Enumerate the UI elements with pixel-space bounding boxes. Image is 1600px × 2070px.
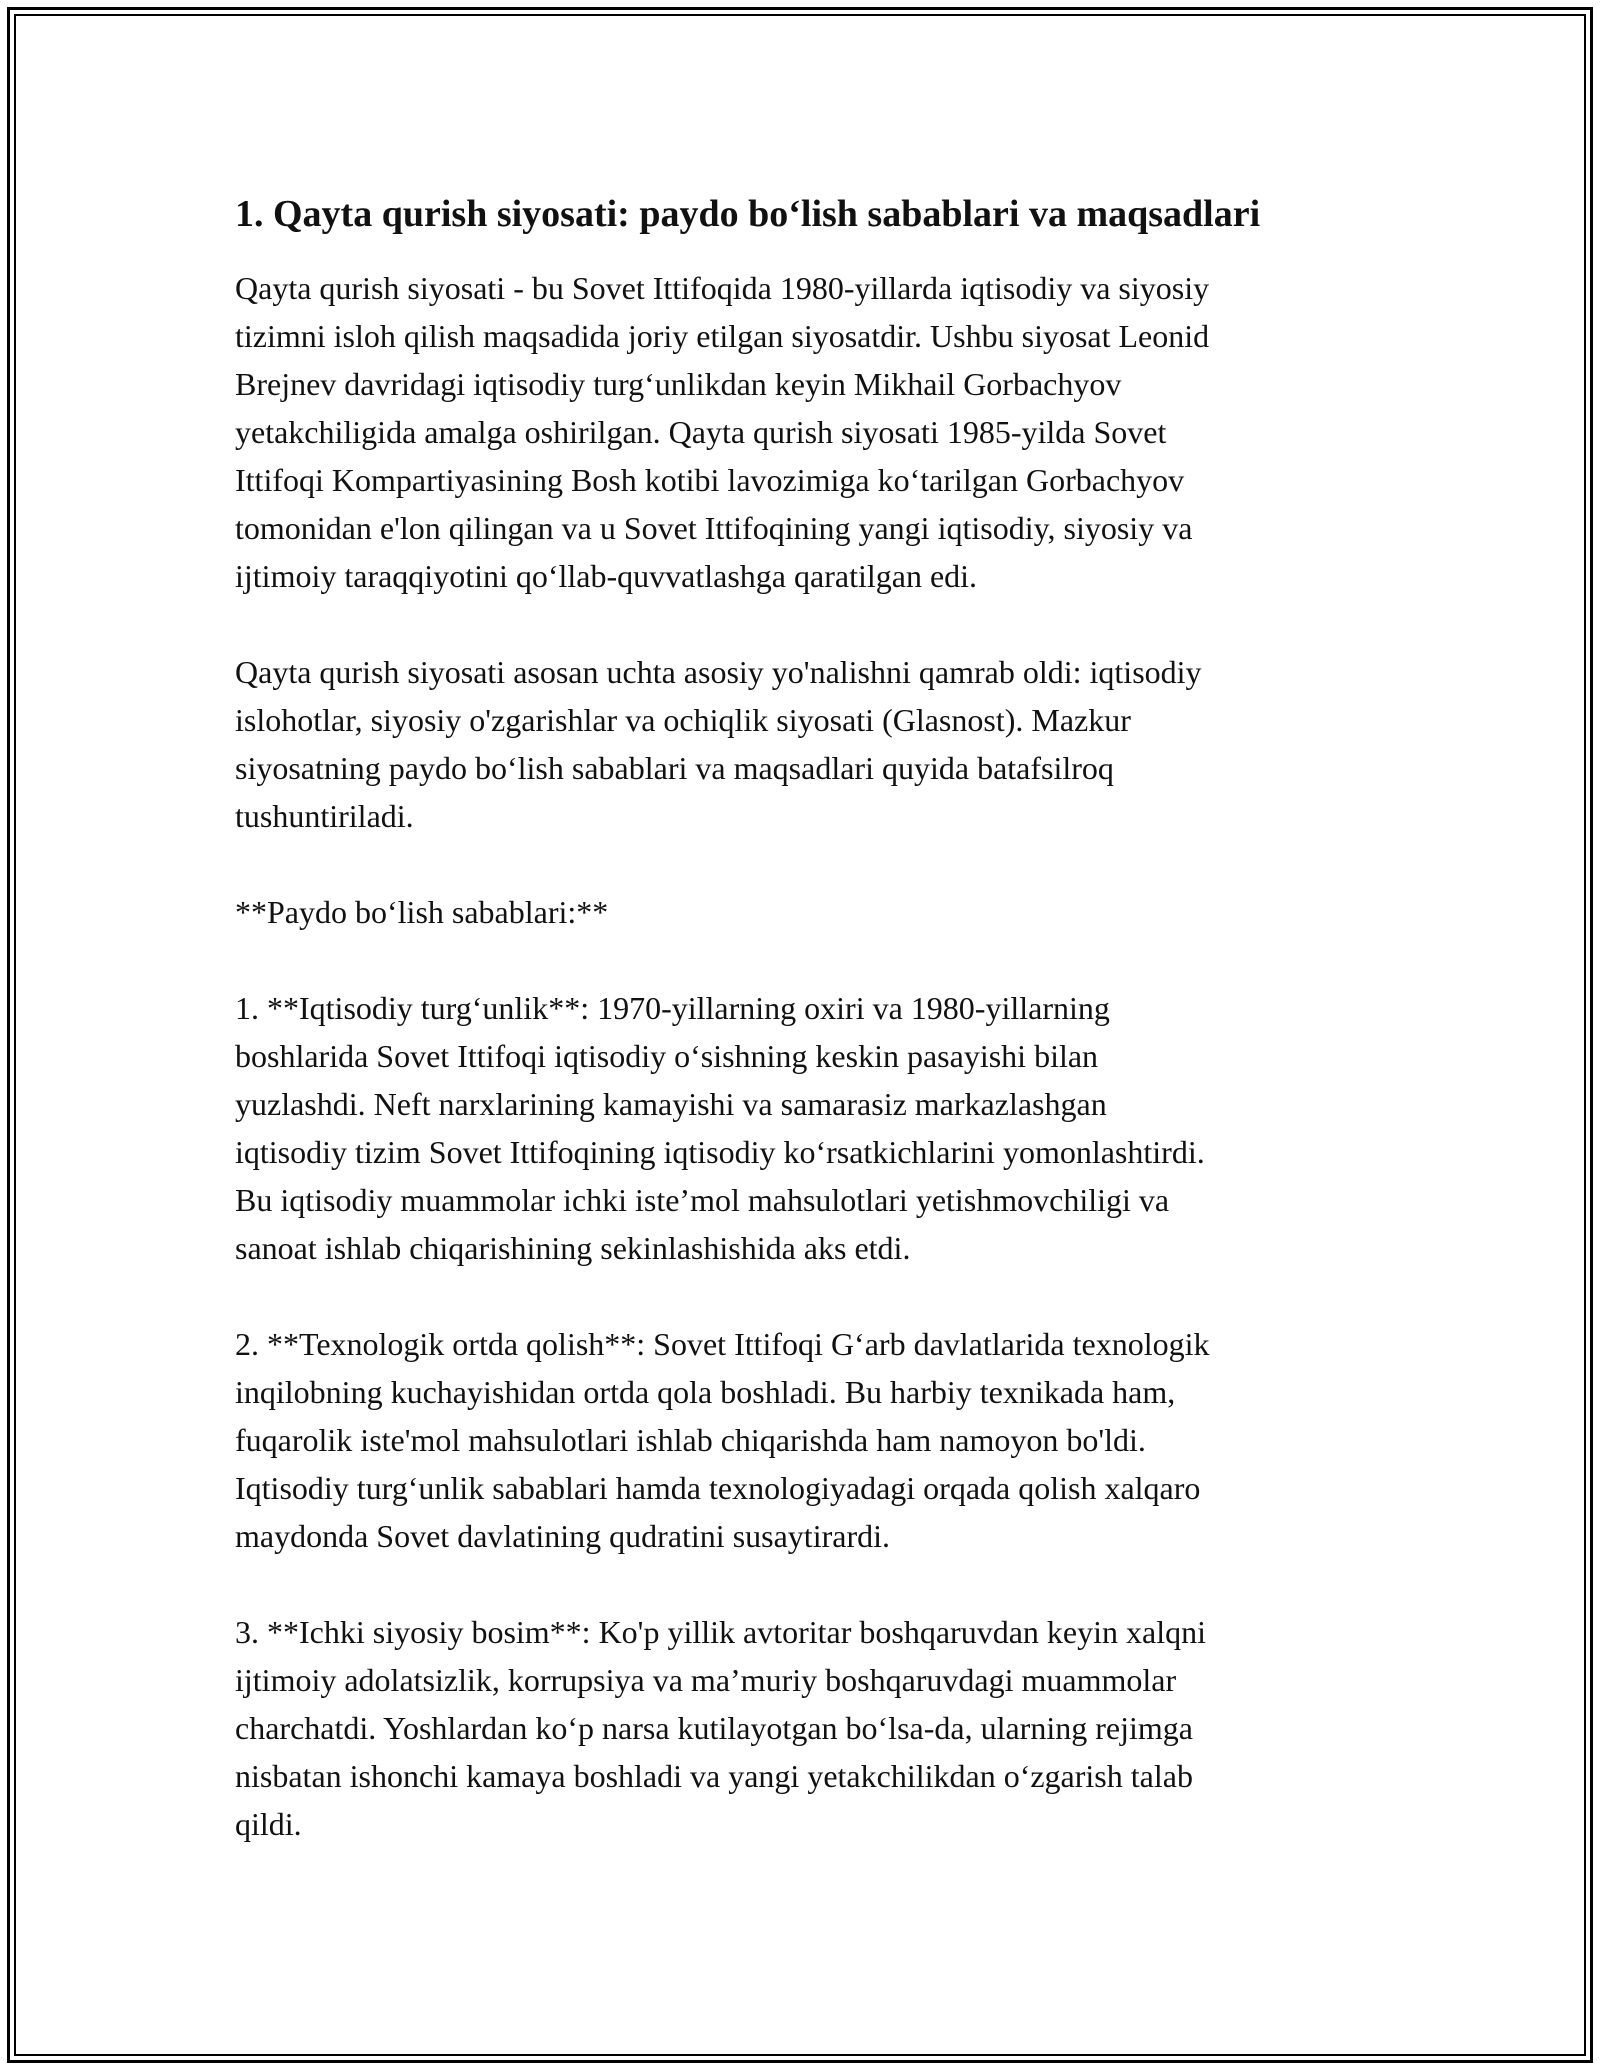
list-item-internal-pressure bbox=[235, 1608, 1375, 1848]
text-line: ijtimoiy taraqqiyotini qo‘llab-quvvatlashga qaratilgan edi. bbox=[235, 558, 978, 594]
list-item-economic-stagnation bbox=[235, 984, 1375, 1272]
text-line: siyosatning paydo bo‘lish sabablari va maqsadlari quyida batafsilroq bbox=[235, 750, 1114, 786]
section-heading-causes bbox=[235, 888, 1375, 936]
text-line: 2. **Texnologik ortda qolish**: Sovet Ittifoqi G‘arb davlatlarida texnologik bbox=[235, 1326, 1210, 1362]
text-line: boshlarida Sovet Ittifoqi iqtisodiy o‘sishning keskin pasayishi bilan bbox=[235, 1038, 1099, 1074]
paragraph-intro bbox=[235, 264, 1375, 600]
text-line: sanoat ishlab chiqarishining sekinlashishida aks etdi. bbox=[235, 1230, 911, 1266]
text-line: tomonidan e'lon qilingan va u Sovet Ittifoqining yangi iqtisodiy, siyosiy va bbox=[235, 510, 1193, 546]
text-line: qildi. bbox=[235, 1806, 302, 1842]
text-line: Qayta qurish siyosati asosan uchta asosiy yo'nalishni qamrab oldi: iqtisodiy bbox=[235, 654, 1202, 690]
text-line: nisbatan ishonchi kamaya boshladi va yangi yetakchilikdan o‘zgarish talab bbox=[235, 1758, 1193, 1794]
paragraph-directions bbox=[235, 648, 1375, 840]
text-line: Bu iqtisodiy muammolar ichki iste’mol mahsulotlari yetishmovchiligi va bbox=[235, 1182, 1170, 1218]
list-item-technological-lag bbox=[235, 1320, 1375, 1560]
text-line: Brejnev davridagi iqtisodiy turg‘unlikdan keyin Mikhail Gorbachyov bbox=[235, 366, 1122, 402]
text-line: yetakchiligida amalga oshirilgan. Qayta qurish siyosati 1985-yilda Sovet bbox=[235, 414, 1167, 450]
text-line: tizimni isloh qilish maqsadida joriy etilgan siyosatdir. Ushbu siyosat Leonid bbox=[235, 318, 1210, 354]
text-line: iqtisodiy tizim Sovet Ittifoqining iqtisodiy ko‘rsatkichlarini yomonlashtirdi. bbox=[235, 1134, 1205, 1170]
text-line: Iqtisodiy turg‘unlik sabablari hamda texnologiyadagi orqada qolish xalqaro bbox=[235, 1470, 1201, 1506]
text-line: yuzlashdi. Neft narxlarining kamayishi va samarasiz markazlashgan bbox=[235, 1086, 1107, 1122]
text-line: **Paydo bo‘lish sabablari:** bbox=[235, 894, 609, 930]
document-body bbox=[235, 186, 1375, 1896]
text-line: 3. **Ichki siyosiy bosim**: Ko'p yillik avtoritar boshqaruvdan keyin xalqni bbox=[235, 1614, 1206, 1650]
text-line: maydonda Sovet davlatining qudratini susaytirardi. bbox=[235, 1518, 890, 1554]
text-line: 1. **Iqtisodiy turg‘unlik**: 1970-yillarning oxiri va 1980-yillarning bbox=[235, 990, 1110, 1026]
text-line: fuqarolik iste'mol mahsulotlari ishlab chiqarishda ham namoyon bo'ldi. bbox=[235, 1422, 1146, 1458]
text-line: Qayta qurish siyosati - bu Sovet Ittifoqida 1980-yillarda iqtisodiy va siyosiy bbox=[235, 270, 1210, 306]
text-line: tushuntiriladi. bbox=[235, 798, 414, 834]
document-title: 1. Qayta qurish siyosati: paydo bo‘lish sabablari va maqsadlari bbox=[235, 193, 1261, 235]
text-line: ijtimoiy adolatsizlik, korrupsiya va ma’muriy boshqaruvdagi muammolar bbox=[235, 1662, 1177, 1698]
text-line: islohotlar, siyosiy o'zgarishlar va ochiqlik siyosati (Glasnost). Mazkur bbox=[235, 702, 1131, 738]
text-line: charchatdi. Yoshlardan ko‘p narsa kutilayotgan bo‘lsa-da, ularning rejimga bbox=[235, 1710, 1193, 1746]
text-line: inqilobning kuchayishidan ortda qola boshladi. Bu harbiy texnikada ham, bbox=[235, 1374, 1176, 1410]
text-line: Ittifoqi Kompartiyasining Bosh kotibi lavozimiga ko‘tarilgan Gorbachyov bbox=[235, 462, 1185, 498]
